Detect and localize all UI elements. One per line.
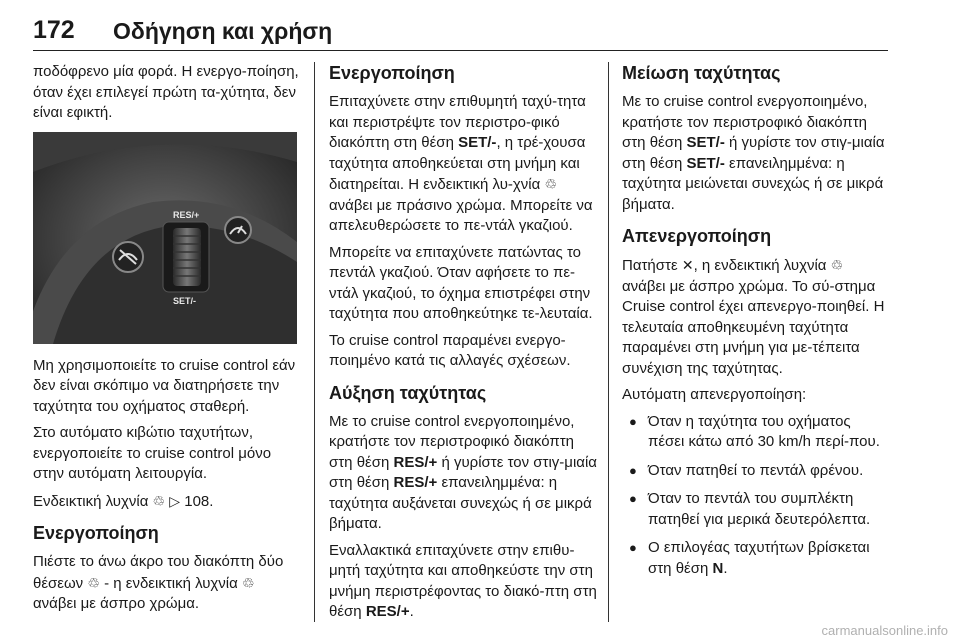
page-header [33, 16, 888, 51]
column-2 [329, 62, 597, 629]
steering-wheel-cruise-control-photo [33, 132, 297, 344]
paragraph: Πιέστε το άνω άκρο του διακόπτη δύο θέσεων ♲ - η ενδεικτική λυχνία ♲ ανάβει με άσπρο χρώμα. [33, 553, 284, 612]
paragraph: Στο αυτόματο κιβώτιο ταχυτήτων, ενεργοποιείτε το cruise control μόνο στην αυτόματη λειτουργία. [33, 424, 272, 482]
page-reference-arrow-icon: ▷ [169, 492, 181, 509]
column-3 [622, 62, 888, 587]
cruise-control-indicator-icon: ♲ [544, 176, 558, 192]
paragraph: Αυτόματη απενεργοποίηση: [622, 386, 807, 403]
paragraph: Μπορείτε να επιταχύνετε πατώντας το πεντάλ γκαζιού. Όταν αφήσετε το πε-ντάλ γκαζιού, το όχημα επιστρέφει στην ταχύτητα που αποθηκεύτηκε τε-λευταία. [329, 243, 593, 322]
section-heading: Αύξηση ταχύτητας [329, 382, 487, 403]
section-heading: Ενεργοποίηση [33, 523, 159, 543]
section-heading: Ενεργοποίηση [329, 63, 455, 83]
list-item: ● Όταν η ταχύτητα του οχήματος πέσει κάτω από 30 km/h περί-που. [622, 412, 888, 453]
set-label: SET/- [173, 295, 197, 306]
list-item: ● Όταν το πεντάλ του συμπλέκτη πατηθεί για μερικά δευτερόλεπτα. [622, 489, 888, 530]
watermark: carmanualsonline.info [821, 623, 948, 638]
paragraph: Το cruise control παραμένει ενεργο-ποιημένο κατά τις αλλαγές σχέσεων. [329, 331, 571, 369]
paragraph: Μη χρησιμοποιείτε το cruise control εάν δεν είναι σκόπιμο να διατηρήσετε την ταχύτητα του οχήματος σταθερή. [33, 356, 296, 415]
section-heading: Απενεργοποίηση [622, 226, 772, 246]
paragraph: Εναλλακτικά επιταχύνετε στην επιθυ-μητή ταχύτητα και αποθηκεύστε την στη μνήμη περιστρέφοντας το διακό-πτη στη θέση RES/+. [329, 541, 597, 620]
column-divider [314, 62, 315, 622]
paragraph: Με το cruise control ενεργοποιημένο, κρατήστε τον περιστροφικό διακόπτη στη θέση SET/- ή γυρίστε τον στιγ-μιαία στη θέση SET/- επανειλημμένα: η ταχύτητα μειώνεται συνεχώς ή σε μικρά βήματα. [622, 93, 885, 213]
paragraph: Πατήστε ✕, η ενδεικτική λυχνία ♲ ανάβει με άσπρο χρώμα. Το σύ-στημα Cruise control έχει απενεργο-ποιηθεί. Η τελευταία αποθηκευμένη ταχύτητα παραμένει στη μνήμη για με-τέπειτα συνέχιση της ταχύτητας. [622, 257, 885, 377]
column-1 [33, 62, 301, 621]
list-item: ● Ο επιλογέας ταχυτήτων βρίσκεται στη θέση N. [622, 538, 888, 579]
res-label: RES/+ [173, 209, 200, 220]
page-title: Οδήγηση και χρήση [113, 18, 333, 44]
column-divider [608, 62, 609, 622]
paragraph: ποδόφρενο μία φορά. Η ενεργο-ποίηση, όταν έχει επιλεγεί πρώτη τα-χύτητα, δεν είναι εφικτή. [33, 63, 299, 121]
paragraph: Επιταχύνετε στην επιθυμητή ταχύ-τητα και περιστρέψτε τον περιστρο-φικό διακόπτη στη θέση SET/-, η τρέ-χουσα ταχύτητα αποθηκεύεται στη μνήμη και διατηρείται. Η ενδεικτική λυ-χνία ♲ ανάβει με πράσινο χρώμα. Μπορείτε να απελευθερώσετε το πε-ντάλ γκαζιού. [329, 93, 593, 234]
bullet-list [622, 412, 888, 580]
cruise-control-indicator-icon: ♲ [830, 257, 844, 273]
on-off-button-graphic [225, 217, 251, 243]
cruise-control-indicator-icon: ♲ [241, 574, 255, 591]
cruise-control-indicator-icon: ♲ [152, 492, 166, 509]
cruise-control-indicator-icon: ♲ [87, 574, 100, 591]
list-item: ● Όταν πατηθεί το πεντάλ φρένου. [622, 461, 888, 482]
paragraph: Ενδεικτική λυχνία ♲ ▷ 108. [33, 492, 214, 510]
section-heading: Μείωση ταχύτητας [622, 63, 781, 83]
cancel-button-icon: ✕ [681, 257, 694, 273]
page-number: 172 [33, 16, 75, 44]
paragraph: Με το cruise control ενεργοποιημένο, κρατήστε τον περιστροφικό διακόπτη στη θέση RES/+ ή γυρίστε τον στιγ-μιαία στη θέση RES/+ επανειλημμένα: η ταχύτητα αυξάνεται συνεχώς ή σε μικρά βήματα. [329, 412, 597, 532]
